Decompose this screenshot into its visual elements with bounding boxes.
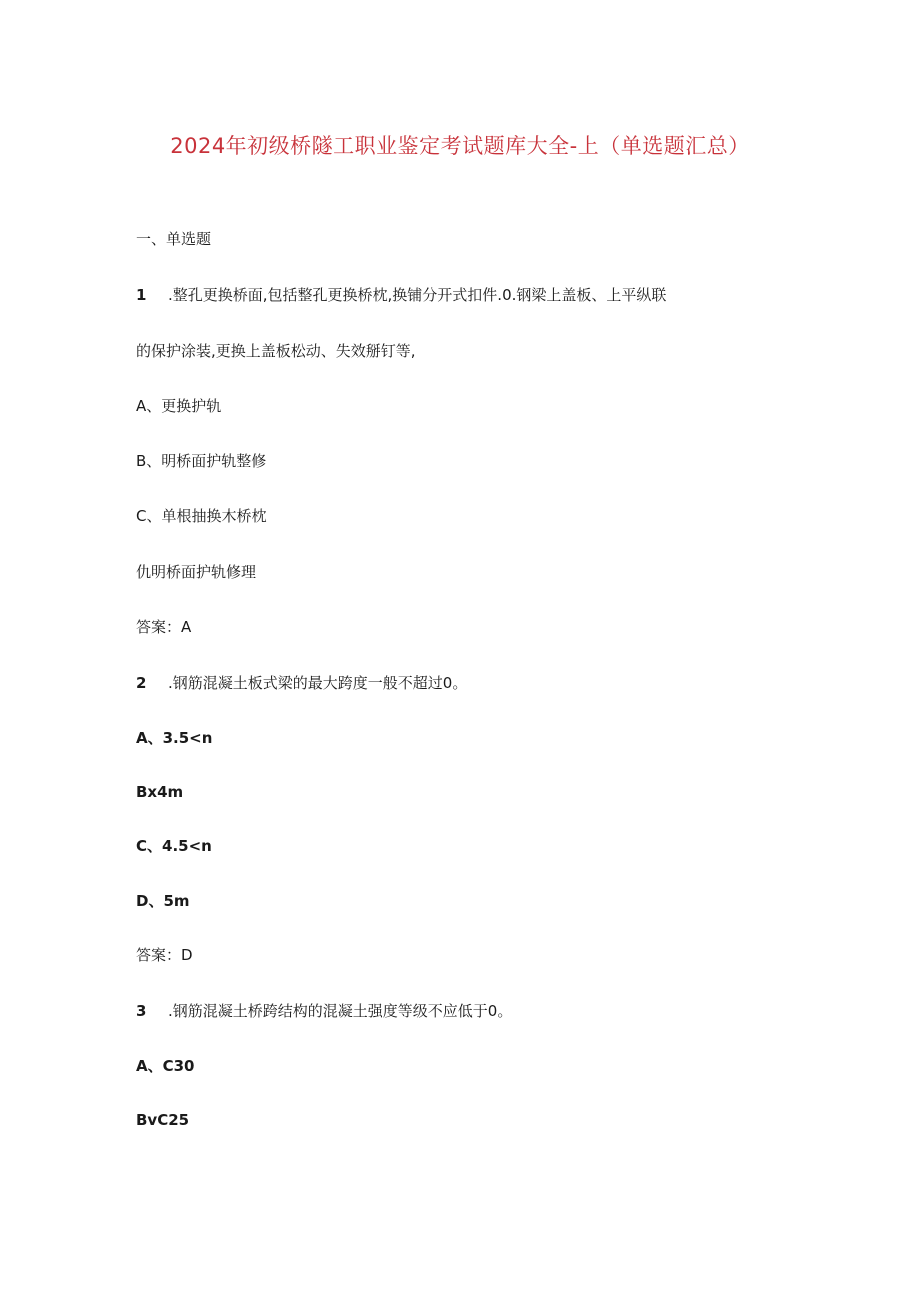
question-2-option-a: A、3.5<n — [136, 729, 213, 747]
question-1-stem-continued: 的保护涂装,更换上盖板松动、失效掰钉等, — [136, 342, 416, 360]
question-1-option-a: A、更换护轨 — [136, 397, 222, 415]
question-3-stem — [136, 1001, 512, 1021]
question-1-answer: 答案：A — [136, 618, 192, 636]
question-2-answer: 答案：D — [136, 946, 193, 964]
question-text: .钢筋混凝土桥跨结构的混凝土强度等级不应低于0。 — [168, 1002, 513, 1020]
question-3-option-a: A、C30 — [136, 1057, 195, 1075]
question-1-option-b: B、明桥面护轨整修 — [136, 452, 267, 470]
question-number: 3 — [136, 1002, 147, 1020]
question-2-option-c: C、4.5<n — [136, 837, 212, 855]
document-title: 2024年初级桥隧工职业鉴定考试题库大全-上（单选题汇总） — [170, 134, 750, 158]
section-heading: 一、单选题 — [136, 230, 212, 248]
question-2-stem — [136, 673, 467, 693]
question-1-option-d: 仇明桥面护轨修理 — [136, 563, 257, 581]
question-text: .整孔更换桥面,包括整孔更换桥枕,换铺分开式扣件.0.钢梁上盖板、上平纵联 — [168, 286, 667, 304]
question-2-option-b: Bx4m — [136, 783, 184, 801]
question-number: 2 — [136, 674, 147, 692]
question-2-option-d: D、5m — [136, 892, 190, 910]
question-3-option-b: BvC25 — [136, 1111, 190, 1129]
question-1-option-c: C、单根抽换木桥枕 — [136, 507, 267, 525]
question-number: 1 — [136, 286, 147, 304]
question-1-stem — [136, 285, 666, 305]
question-text: .钢筋混凝土板式梁的最大跨度一般不超过0。 — [168, 674, 468, 692]
